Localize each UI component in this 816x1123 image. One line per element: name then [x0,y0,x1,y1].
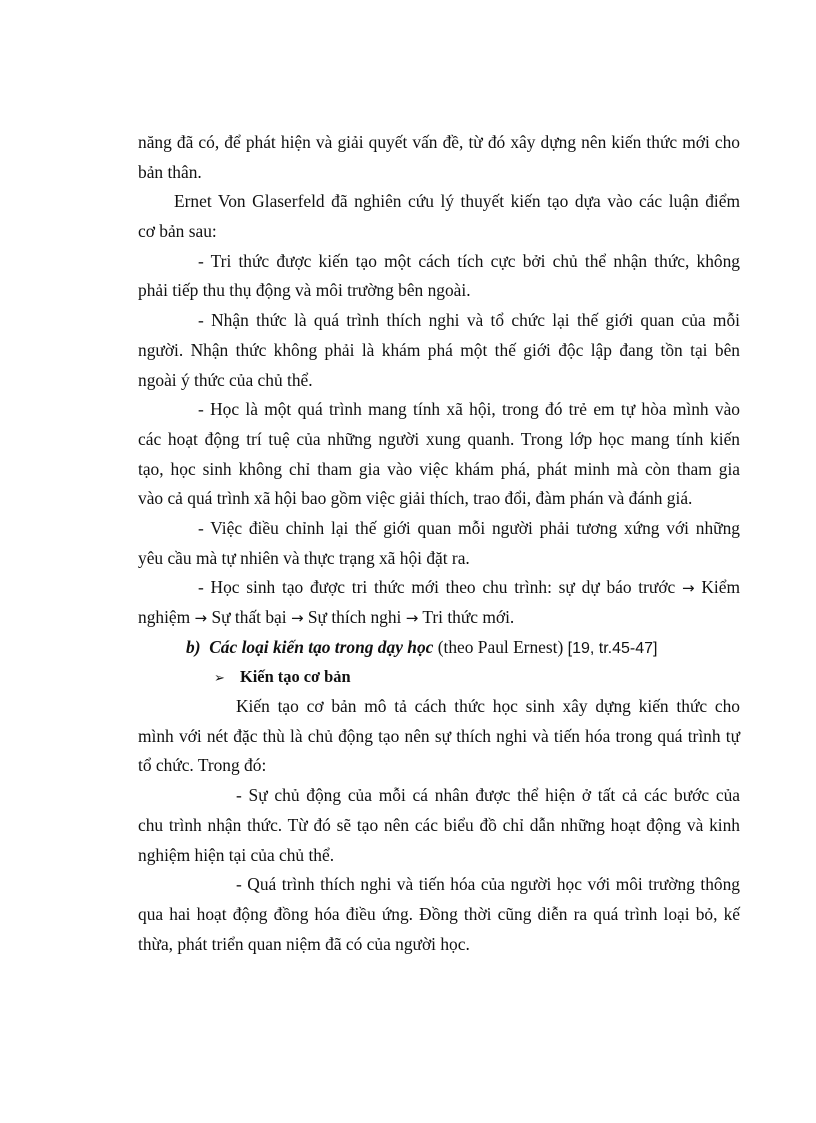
arrow-icon: → [290,609,304,627]
text-line: qua hai hoạt động đồng hóa điều ứng. Đồng thời cũng diễn ra quá trình loại bỏ, kế [138,903,740,924]
text-line: - Sự chủ động của mỗi cá nhân được thể hiện ở tất cả các bước của [236,785,740,806]
text-line: Kiến tạo cơ bản mô tả cách thức học sinh xây dựng kiến thức cho [236,696,740,717]
text-line: - Quá trình thích nghi và tiến hóa của người học với môi trường thông [236,874,740,895]
text-line: vào cả quá trình xã hội bao gồm việc giải thích, trao đổi, đàm phán và đánh giá. [138,488,693,509]
citation-ref: [19, tr.45-47] [567,639,658,657]
paragraph-basic-constructivism [138,692,740,781]
arrowhead-bullet-icon: ➢ [214,671,225,687]
text-line: phải tiếp thu thụ động và môi trường bên ngoài. [138,280,471,301]
text-span: - Học sinh tạo được tri thức mới theo chu trình: sự dự báo trước [198,577,676,598]
arrow-icon: → [682,579,695,598]
text-line: người. Nhận thức không phải là khám phá một thế giới độc lập đang tồn tại bên [138,339,740,360]
text-span: Sự thất bại [211,607,287,627]
text-line [138,573,740,603]
text-span: Tri thức mới. [422,607,515,627]
subheading-title: Các loại kiến tạo trong dạy học [209,636,434,657]
text-line: - Việc điều chỉnh lại thế giới quan mỗi người phải tương xứng với những [198,517,740,538]
paragraph-point-3 [138,395,740,514]
text-line: năng đã có, để phát hiện và giải quyết vấn đề, từ đó xây dựng nên kiến thức mới cho [138,132,740,152]
text-line: các hoạt động trí tuệ của những người xung quanh. Trong lớp học mang tính kiến [138,428,740,449]
subheading-label: b) [186,636,201,657]
paragraph-point-1 [138,247,740,306]
text-line [138,603,740,633]
text-line: - Nhận thức là quá trình thích nghi và tổ chức lại thế giới quan của mỗi [198,310,740,331]
text-line: bản thân. [138,161,202,182]
paragraph-glaserfeld [138,187,740,246]
text-span: Sự thích nghi [307,607,402,627]
paragraph-adaptation [138,870,740,959]
text-line: Ernet Von Glaserfeld đã nghiên cứu lý thuyết kiến tạo dựa vào các luận điểm [174,191,740,212]
text-line: cơ bản sau: [138,221,217,242]
paragraph-point-5 [138,573,740,632]
bullet-heading [138,662,740,692]
text-span: Kiểm [701,577,740,598]
paragraph-intro-continued [138,128,740,187]
paragraph-point-4 [138,514,740,573]
subheading [138,633,740,663]
text-line: tổ chức. Trong đó: [138,755,267,776]
text-line: tạo, học sinh không chỉ tham gia vào việc khám phá, phát minh mà còn tham gia [138,458,740,479]
paragraph-active-individual [138,781,740,870]
arrow-icon: → [194,609,208,627]
text-line: yêu cầu mà tự nhiên và thực trạng xã hội đặt ra. [138,547,470,568]
page-content [138,128,740,959]
arrow-icon: → [405,609,419,627]
bullet-heading-text: Kiến tạo cơ bản [240,667,351,687]
subheading-source: (theo Paul Ernest) [437,636,564,657]
text-line: ngoài ý thức của chủ thể. [138,369,313,390]
text-span: nghiệm [138,607,191,627]
text-line: - Tri thức được kiến tạo một cách tích cực bởi chủ thể nhận thức, không [198,250,740,271]
paragraph-point-2 [138,306,740,395]
text-line: nghiệm hiện tại của chủ thể. [138,844,335,865]
text-line: mình với nét đặc thù là chủ động tạo nên sự thích nghi và tiến hóa trong quá trình tự [138,725,740,746]
text-line: thừa, phát triển quan niệm đã có của người học. [138,933,470,954]
text-line: chu trình nhận thức. Từ đó sẽ tạo nên các biểu đồ chỉ dẫn những hoạt động và kinh [138,814,740,835]
text-line: - Học là một quá trình mang tính xã hội, trong đó trẻ em tự hòa mình vào [198,399,740,420]
